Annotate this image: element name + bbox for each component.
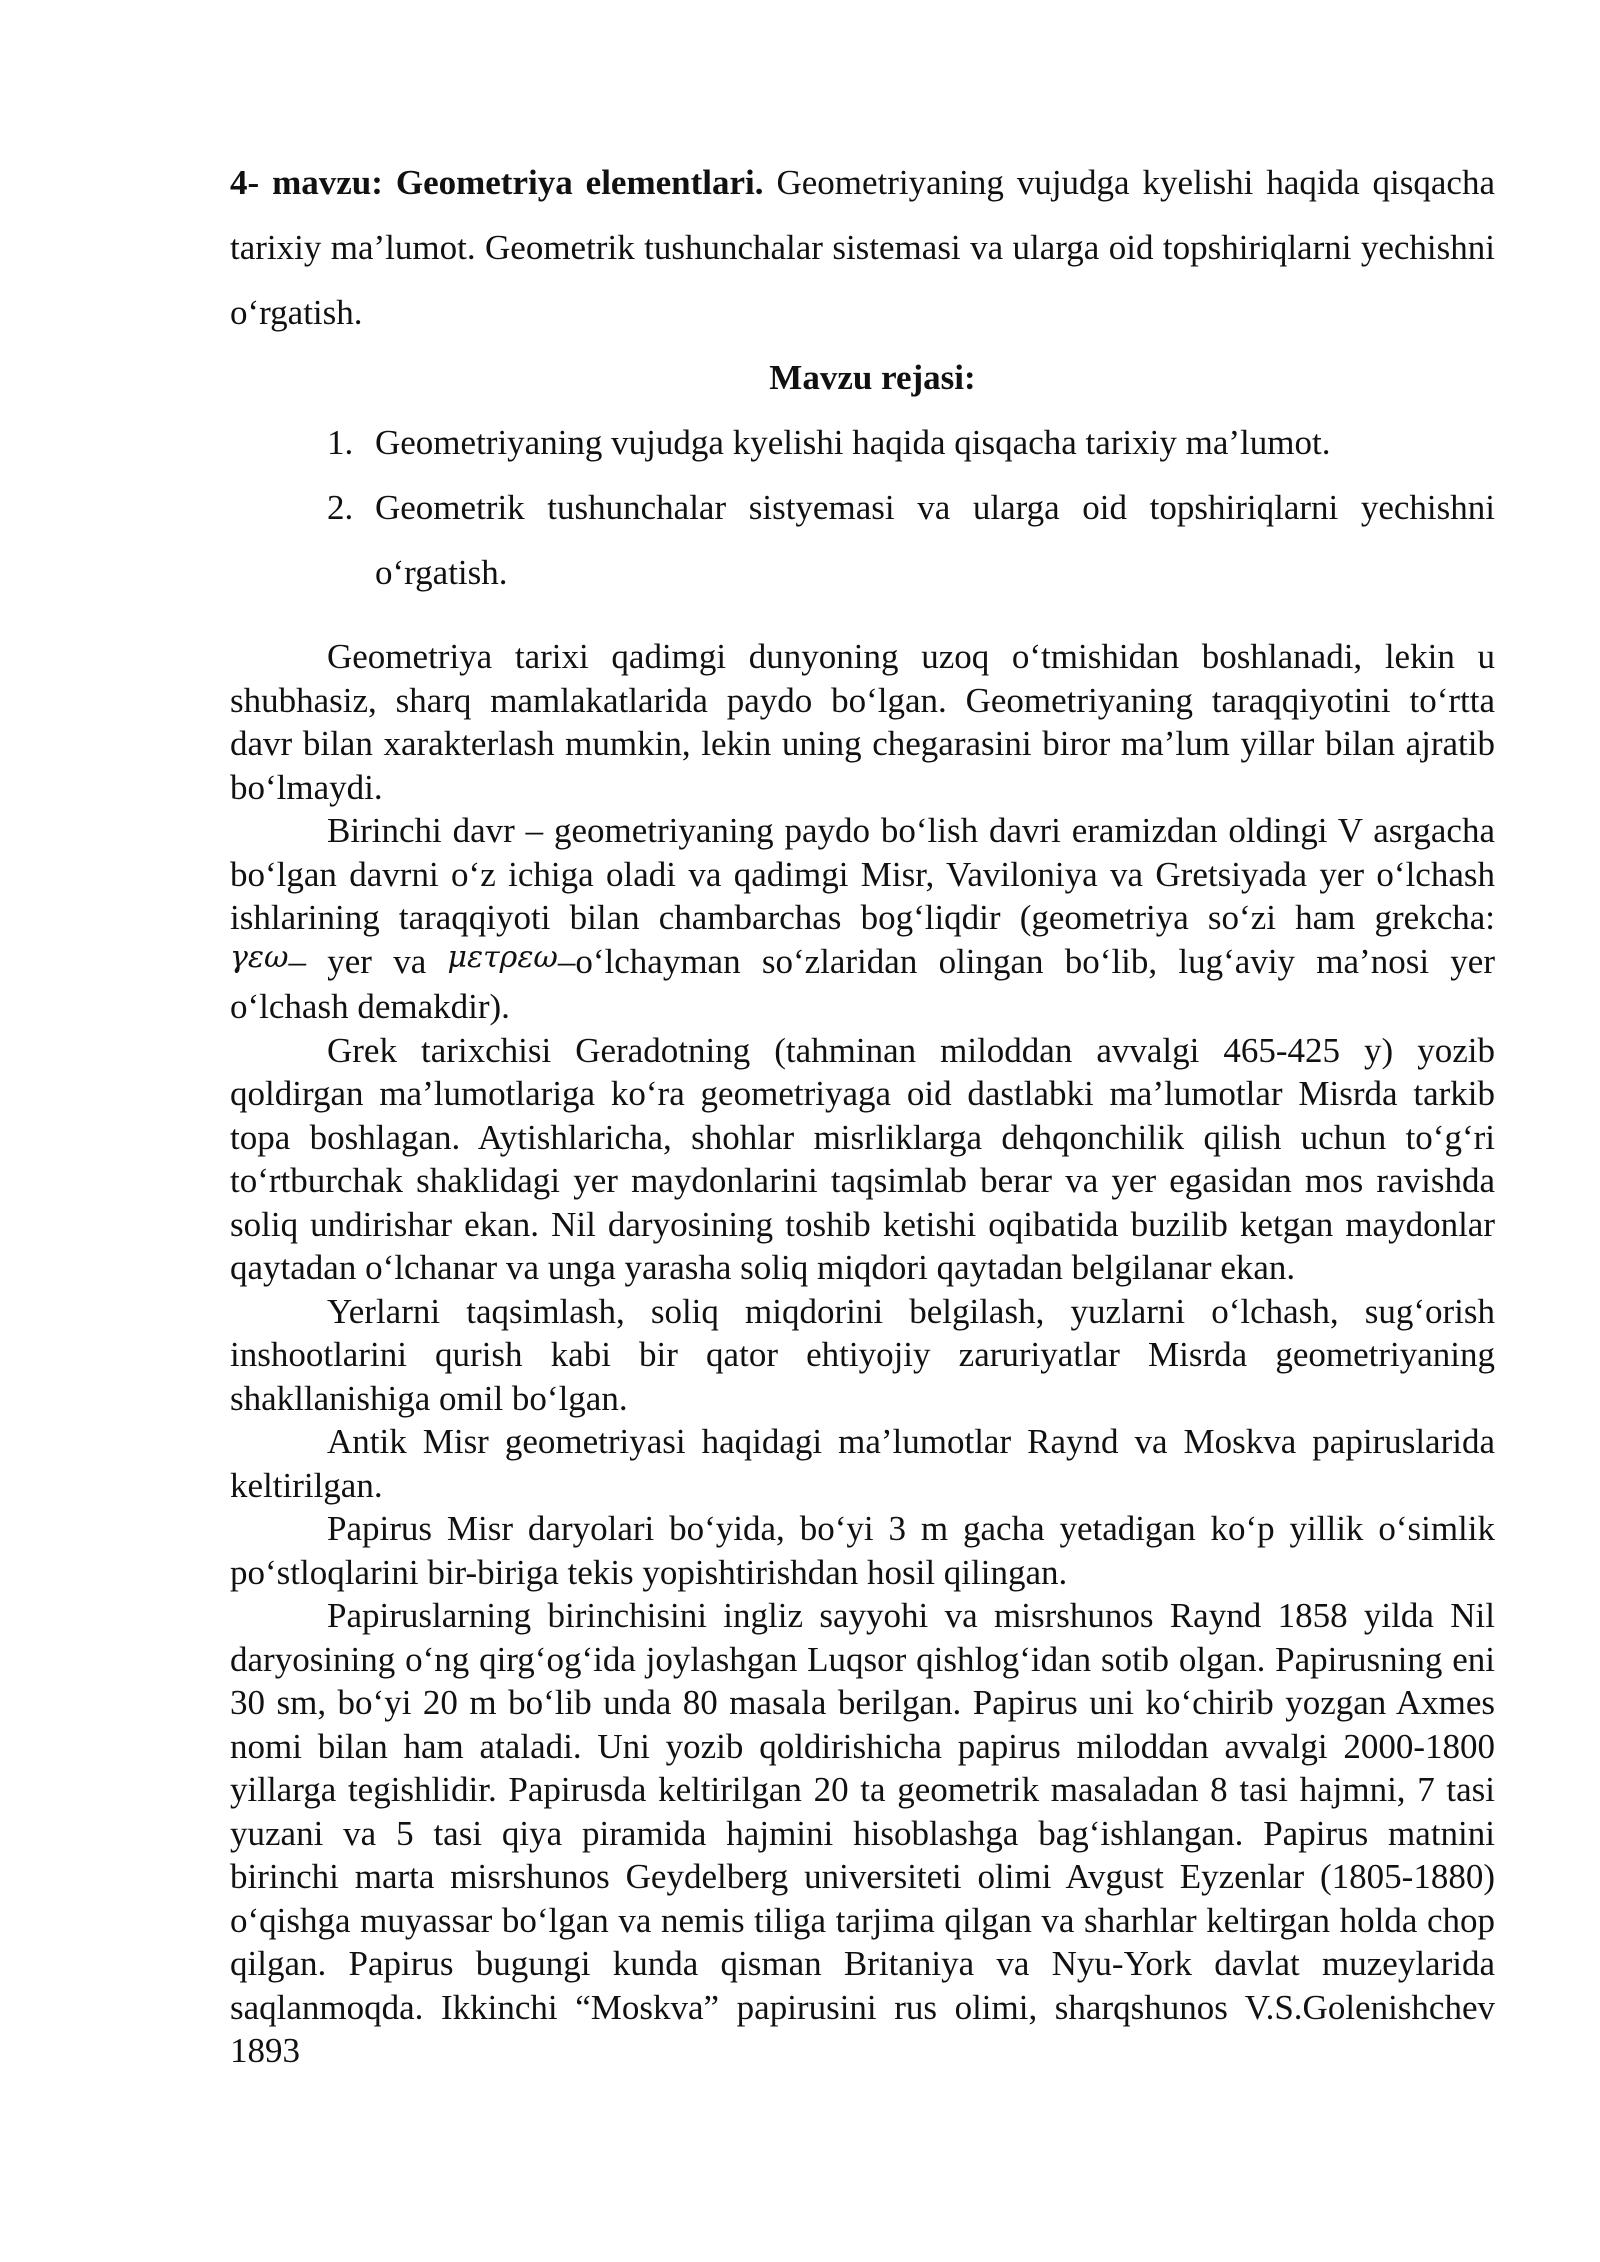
plan-item-number: 1. (327, 423, 354, 462)
plan-title: Mavzu rejasi: (769, 358, 976, 397)
topic-title: 4- mavzu: Geometriya elementlari. (230, 163, 764, 202)
greek-word-geo: γεω (230, 939, 289, 975)
paragraph-first-period (230, 809, 1495, 1029)
paragraph-first-period-part2: – yer va (288, 941, 448, 981)
paragraph-first-period-part3: –o‘lchayman so‘zlaridan olingan bo‘lib, lug‘aviy ma’nosi yer o‘lchash demakdir). (230, 941, 1495, 1026)
greek-word-metreo: μετρεω (447, 939, 558, 975)
plan-list (230, 410, 1495, 605)
document-page (230, 150, 1495, 2073)
plan-item-text: Geometrik tushunchalar sistyemasi va ularga oid topshiriqlarni yechishni o‘rgatish. (375, 488, 1495, 592)
topic-description: Geometriyaning vujudga kyelishi haqida qisqacha tarixiy ma’lumot. Geometrik tushunchalar sistemasi va ularga oid topshiriqlarni yechishni o‘rgatish. (230, 163, 1496, 332)
paragraph-papyri: Antik Misr geometriyasi haqidagi ma’lumotlar Raynd va Moskva papiruslarida keltirilgan. (230, 1422, 1495, 1505)
paragraph-needs: Yerlarni taqsimlash, soliq miqdorini belgilash, yuzlarni o‘lchash, sug‘orish inshootlarini qurish kabi bir qator ehtiyojiy zaruriyatlar Misrda geometriyaning shakllanishiga omil bo‘lgan. (230, 1291, 1495, 1418)
paragraph-history-intro: Geometriya tarixi qadimgi dunyoning uzoq o‘tmishidan boshlanadi, lekin u shubhasiz, sharq mamlakatlarida paydo bo‘lgan. Geometriyaning taraqqiyotini to‘rtta davr bilan xarakterlash mumkin, lekin uning chegarasini biror ma’lum yillar bilan ajratib bo‘lmaydi. (230, 637, 1495, 807)
plan-item-number: 2. (327, 488, 354, 527)
paragraph-papyrus-material: Papirus Misr daryolari bo‘yida, bo‘yi 3 m gacha yetadigan ko‘p yillik o‘simlik po‘stloqlarini bir-biriga tekis yopishtirishdan hosil qilingan. (230, 1509, 1495, 1592)
body-text (230, 635, 1495, 2073)
plan-item (230, 410, 1495, 475)
paragraph-herodotus: Grek tarixchisi Geradotning (tahminan miloddan avvalgi 465-425 y) yozib qoldirgan ma’lumotlariga ko‘ra geometriyaga oid dastlabki ma’lumotlar Misrda tarkib topa boshlagan. Aytishlaricha, shohlar misrliklarga dehqonchilik qilish uchun to‘g‘ri to‘rtburchak shaklidagi yer maydonlarini taqsimlab berar va yer egasidan mos ravishda soliq undirishar ekan. Nil daryosining toshib ketishi oqibatida buzilib ketgan maydonlar qaytadan o‘lchanar va unga yarasha soliq miqdori qaytadan belgilanar ekan. (230, 1030, 1495, 1287)
paragraph-rhind-papyrus: Papiruslarning birinchisini ingliz sayyohi va misrshunos Raynd 1858 yilda Nil daryosining o‘ng qirg‘og‘ida joylashgan Luqsor qishlog‘idan sotib olgan. Papirusning eni 30 sm, bo‘yi 20 m bo‘lib unda 80 masala berilgan. Papirus uni ko‘chirib yozgan Axmes nomi bilan ham ataladi. Uni yozib qoldirishicha papirus miloddan avvalgi 2000-1800 yillarga tegishlidir. Papirusda keltirilgan 20 ta geometrik masaladan 8 tasi hajmni, 7 tasi yuzani va 5 tasi qiya piramida hajmini hisoblashga bag‘ishlangan. Papirus matnini birinchi marta misrshunos Geydelberg universiteti olimi Avgust Eyzenlar (1805-1880) o‘qishga muyassar bo‘lgan va nemis tiliga tarjima qilgan va sharhlar keltirgan holda chop qilgan. Papirus bugungi kunda qisman Britaniya va Nyu-York davlat muzeylarida saqlanmoqda. Ikkinchi “Moskva” papirusini rus olimi, sharqshunos V.S.Golenishchev 1893 (230, 1596, 1495, 2070)
paragraph-first-period-part1: Birinchi davr – geometriyaning paydo bo‘lish davri eramizdan oldingi V asrgacha bo‘lgan davrni o‘z ichiga oladi va qadimgi Misr, Vaviloniya va Gretsiyada yer o‘lchash ishlarining taraqqiyoti bilan chambarchas bog‘liqdir (geometriya so‘zi ham grekcha: (230, 811, 1495, 937)
plan-item (230, 475, 1495, 605)
plan-item-text: Geometriyaning vujudga kyelishi haqida qisqacha tarixiy ma’lumot. (375, 423, 1331, 462)
topic-header (230, 150, 1495, 345)
